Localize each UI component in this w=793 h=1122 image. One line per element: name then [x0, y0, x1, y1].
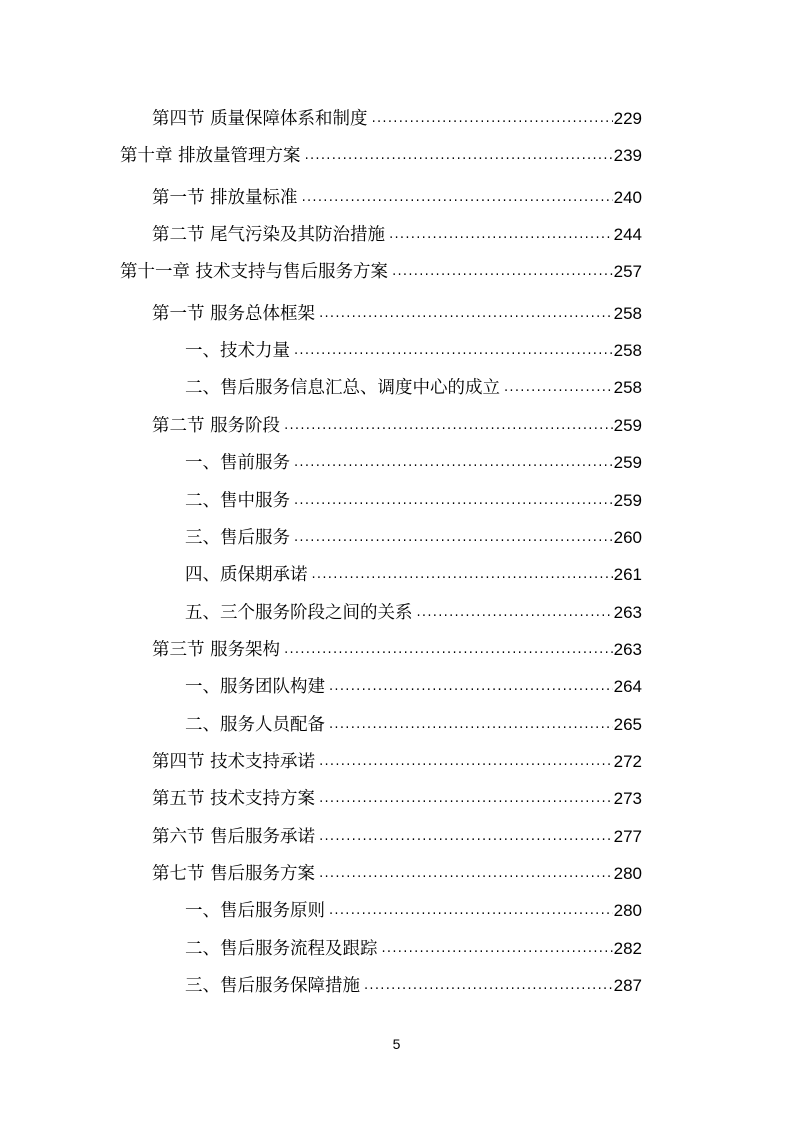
leader-dots — [329, 902, 613, 920]
leader-dots — [389, 226, 613, 244]
toc-entry-title: 一、售后服务原则 — [185, 901, 325, 921]
leader-dots — [364, 977, 613, 995]
leader-dots — [312, 566, 613, 584]
page-number: 5 — [392, 1036, 401, 1052]
toc-entry-title: 二、售中服务 — [185, 491, 290, 511]
toc-entry-title: 二、售后服务信息汇总、调度中心的成立 — [185, 378, 500, 398]
toc-entry[interactable] — [185, 444, 642, 474]
toc-entry-title: 二、服务人员配备 — [185, 715, 325, 735]
toc-entry[interactable] — [152, 295, 642, 325]
toc-entry-title: 第一节 服务总体框架 — [152, 304, 316, 324]
toc-entry-page: 277 — [613, 827, 642, 846]
toc-entry-title: 二、售后服务流程及跟踪 — [185, 939, 378, 959]
leader-dots — [319, 753, 613, 771]
toc-entry-page: 229 — [613, 109, 642, 128]
toc-entry-page: 240 — [613, 188, 642, 207]
toc-entry[interactable] — [152, 743, 642, 773]
toc-entry-page: 261 — [613, 565, 642, 584]
leader-dots — [372, 110, 613, 128]
toc-entry-page: 239 — [613, 146, 642, 165]
toc-entry-page: 259 — [613, 416, 642, 435]
toc-entry[interactable] — [185, 892, 642, 922]
toc-entry-page: 287 — [613, 976, 642, 995]
leader-dots — [294, 454, 613, 472]
toc-entry[interactable] — [185, 556, 642, 586]
toc-entry[interactable] — [152, 818, 642, 848]
toc-entry[interactable] — [185, 519, 642, 549]
leader-dots — [294, 342, 613, 360]
toc-entry[interactable] — [152, 179, 642, 209]
leader-dots — [329, 716, 613, 734]
toc-entry[interactable] — [185, 332, 642, 362]
toc-entry-title: 第十章 排放量管理方案 — [120, 146, 301, 166]
toc-entry-title: 一、售前服务 — [185, 453, 290, 473]
toc-entry-title: 第十一章 技术支持与售后服务方案 — [120, 262, 389, 282]
toc-entry-title: 第七节 售后服务方案 — [152, 864, 316, 884]
toc-entry-title: 三、售后服务 — [185, 528, 290, 548]
toc-entry-page: 280 — [613, 901, 642, 920]
toc-entry[interactable] — [120, 137, 642, 167]
toc-entry-title: 四、质保期承诺 — [185, 565, 308, 585]
toc-entry-title: 第二节 服务阶段 — [152, 416, 281, 436]
toc-entry-title: 第三节 服务架构 — [152, 640, 281, 660]
toc-entry-page: 259 — [613, 491, 642, 510]
leader-dots — [319, 828, 613, 846]
toc-entry-page: 259 — [613, 453, 642, 472]
toc-entry-title: 一、技术力量 — [185, 341, 290, 361]
toc-entry-page: 257 — [613, 262, 642, 281]
toc-entry-page: 264 — [613, 677, 642, 696]
toc-entry-title: 五、三个服务阶段之间的关系 — [185, 603, 413, 623]
toc-entry-title: 第四节 技术支持承诺 — [152, 752, 316, 772]
toc-entry-page: 273 — [613, 789, 642, 808]
toc-entry[interactable] — [120, 253, 642, 283]
toc-entry[interactable] — [185, 930, 642, 960]
toc-entry-title: 第六节 售后服务承诺 — [152, 827, 316, 847]
toc-entry-page: 263 — [613, 603, 642, 622]
toc-entry[interactable] — [185, 482, 642, 512]
leader-dots — [319, 865, 613, 883]
toc-entry[interactable] — [152, 407, 642, 437]
toc-entry-page: 258 — [613, 378, 642, 397]
toc-entry-page: 272 — [613, 752, 642, 771]
leader-dots — [417, 604, 613, 622]
leader-dots — [392, 263, 613, 281]
leader-dots — [294, 529, 613, 547]
toc-entry[interactable] — [185, 967, 642, 997]
toc-entry[interactable] — [185, 369, 642, 399]
toc-entry-page: 258 — [613, 341, 642, 360]
toc-entry[interactable] — [185, 668, 642, 698]
toc-entry[interactable] — [152, 780, 642, 810]
toc-entry[interactable] — [152, 631, 642, 661]
leader-dots — [294, 492, 613, 510]
leader-dots — [284, 641, 613, 659]
toc-entry-title: 一、服务团队构建 — [185, 677, 325, 697]
leader-dots — [305, 147, 613, 165]
toc-entry[interactable] — [152, 100, 642, 130]
toc-entry[interactable] — [152, 216, 642, 246]
toc-entry[interactable] — [152, 855, 642, 885]
toc-entry-page: 280 — [613, 864, 642, 883]
leader-dots — [382, 940, 613, 958]
toc-entry-title: 第五节 技术支持方案 — [152, 789, 316, 809]
toc-entry-title: 三、售后服务保障措施 — [185, 976, 360, 996]
toc-entry[interactable] — [185, 594, 642, 624]
leader-dots — [319, 790, 613, 808]
leader-dots — [302, 189, 613, 207]
toc-entry-title: 第一节 排放量标准 — [152, 188, 298, 208]
leader-dots — [284, 417, 613, 435]
toc-entry-title: 第四节 质量保障体系和制度 — [152, 109, 368, 129]
toc-entry-page: 263 — [613, 640, 642, 659]
toc-entry-page: 244 — [613, 225, 642, 244]
toc-entry-page: 282 — [613, 939, 642, 958]
toc-entry-page: 260 — [613, 528, 642, 547]
toc-entry-page: 265 — [613, 715, 642, 734]
leader-dots — [504, 379, 613, 397]
leader-dots — [319, 305, 613, 323]
toc-entry-page: 258 — [613, 304, 642, 323]
leader-dots — [329, 678, 613, 696]
toc-entry[interactable] — [185, 706, 642, 736]
toc-entry-title: 第二节 尾气污染及其防治措施 — [152, 225, 386, 245]
